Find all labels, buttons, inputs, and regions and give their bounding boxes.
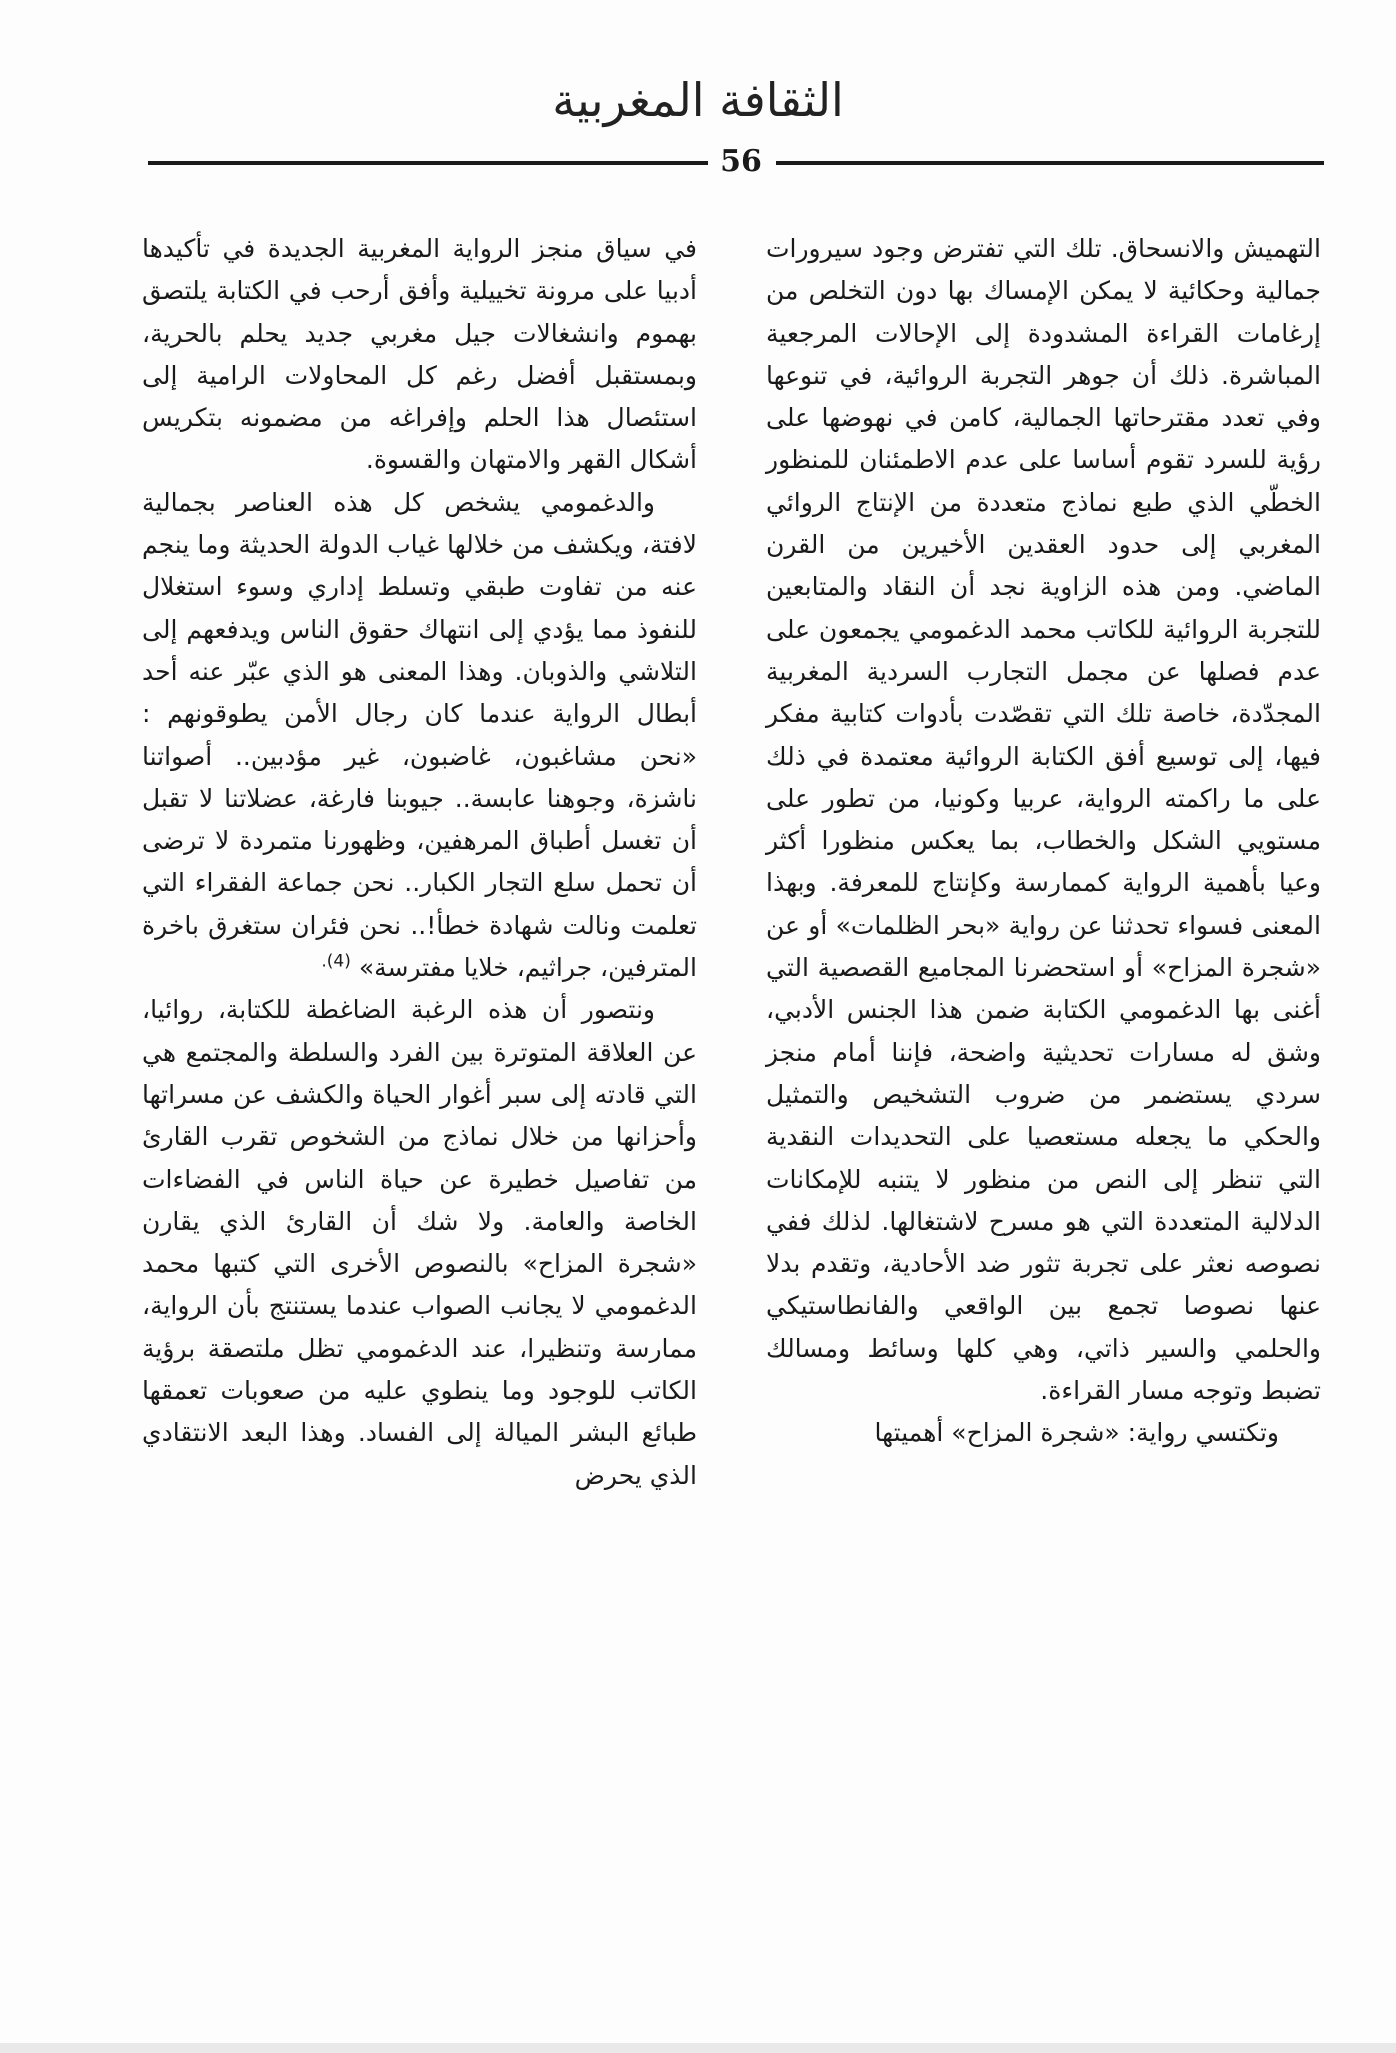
page-number: 56 — [720, 144, 762, 179]
header-rule-left — [148, 161, 708, 165]
right-column-paragraph-2: وتكتسي رواية: «شجرة المزاح» أهميتها — [874, 1418, 1279, 1448]
header-rule-right — [776, 161, 1324, 165]
left-column-paragraph-2 — [142, 482, 697, 990]
left-column-paragraph-2-text: والدغمومي يشخص كل هذه العناصر بجمالية لافتة، ويكشف من خلالها غياب الدولة الحديثة وما ينجم عنه من تفاوت طبقي وتسلط إداري وسوء استغلال للنفوذ مما يؤدي إلى انتهاك حقوق الناس ويدفعهم إلى التلاشي والذوبان. وهذا المعنى هو الذي عبّر عنه أحد أبطال الرواية عندما كان رجال الأمن يطوقونهم : «نحن مشاغبون، غاضبون، غير مؤدبين.. أصواتنا ناشزة، وجوهنا عابسة.. جيوبنا فارغة، عضلاتنا لا تقبل أن تغسل أطباق المرهفين، وظهورنا متمردة لا ترضى أن تحمل سلع التجار الكبار.. نحن جماعة الفقراء التي تعلمت ونالت شهادة خطأ!.. نحن فئران ستغرق باخرة المترفين، جراثيم، خلايا مفترسة» — [142, 487, 697, 983]
left-column-paragraph-1: في سياق منجز الرواية المغربية الجديدة في تأكيدها أدبيا على مرونة تخييلية وأفق أرحب في الكتابة يلتصق بهموم وانشغالات جيل مغربي جديد يحلم بالحرية، وبمستقبل أفضل رغم كل المحاولات الرامية إلى استئصال هذا الحلم وإفراغه من مضمونه بتكريس أشكال القهر والامتهان والقسوة. — [142, 234, 697, 475]
scan-bottom-edge — [0, 2043, 1396, 2053]
footnote-marker: (4). — [321, 951, 351, 972]
right-column-paragraph-1: التهميش والانسحاق. تلك التي تفترض وجود سيرورات جمالية وحكائية لا يمكن الإمساك بها دون التخلص من إرغامات القراءة المشدودة إلى الإحالات المرجعية المباشرة. ذلك أن جوهر التجربة الروائية، في تنوعها وفي تعدد مقترحاتها الجمالية، كامن في نهوضها على رؤية للسرد تقوم أساسا على عدم الاطمئنان للمنظور الخطّي الذي طبع نماذج متعددة من الإنتاج الروائي المغربي إلى حدود العقدين الأخيرين من القرن الماضي. ومن هذه الزاوية نجد أن النقاد والمتابعين للتجربة الروائية للكاتب محمد الدغمومي يجمعون على عدم فصلها عن مجمل التجارب السردية المغربية المجدّدة، خاصة تلك التي تقصّدت بأدوات كتابية مفكر فيها، إلى توسيع أفق الكتابة الروائية معتمدة في ذلك على ما راكمته الرواية، عربيا وكونيا، من تطور على مستويي الشكل والخطاب، بما يعكس منظورا أكثر وعيا بأهمية الرواية كممارسة وكإنتاج للمعرفة. وبهذا المعنى فسواء تحدثنا عن رواية «بحر الظلمات» أو عن «شجرة المزاح» أو استحضرنا المجاميع القصصية التي أغنى بها الدغمومي الكتابة ضمن هذا الجنس الأدبي، وشق له مسارات تحديثية واضحة، فإننا أمام منجز سردي يستضمر من ضروب التشخيص والتمثيل والحكي ما يجعله مستعصيا على التحديدات النقدية التي تنظر إلى النص من منظور لا يتنبه للإمكانات الدلالية المتعددة التي هو مسرح لاشتغالها. لذلك ففي نصوصه نعثر على تجربة تثور ضد الأحادية، وتقدم بدلا عنها نصوصا تجمع بين الواقعي والفانطاستيكي والحلمي والسير ذاتي، وهي كلها وسائط ومسالك تضبط وتوجه مسار القراءة. — [766, 234, 1321, 1406]
right-column — [766, 228, 1321, 1455]
left-column — [142, 228, 697, 1497]
masthead-title: الثقافة المغربية — [552, 73, 844, 127]
left-column-paragraph-3: ونتصور أن هذه الرغبة الضاغطة للكتابة، روائيا، عن العلاقة المتوترة بين الفرد والسلطة والمجتمع هي التي قادته إلى سبر أغوار الحياة والكشف عن مسراتها وأحزانها من خلال نماذج من الشخوص تقرب القارئ من تفاصيل خطيرة عن حياة الناس في الفضاءات الخاصة والعامة. ولا شك أن القارئ الذي يقارن «شجرة المزاح» بالنصوص الأخرى التي كتبها محمد الدغمومي لا يجانب الصواب عندما يستنتج بأن الرواية، ممارسة وتنظيرا، عند الدغمومي تظل ملتصقة برؤية الكاتب للوجود وما ينطوي عليه من صعوبات تعمقها طبائع البشر الميالة إلى الفساد. وهذا البعد الانتقادي الذي يحرض — [142, 995, 697, 1490]
